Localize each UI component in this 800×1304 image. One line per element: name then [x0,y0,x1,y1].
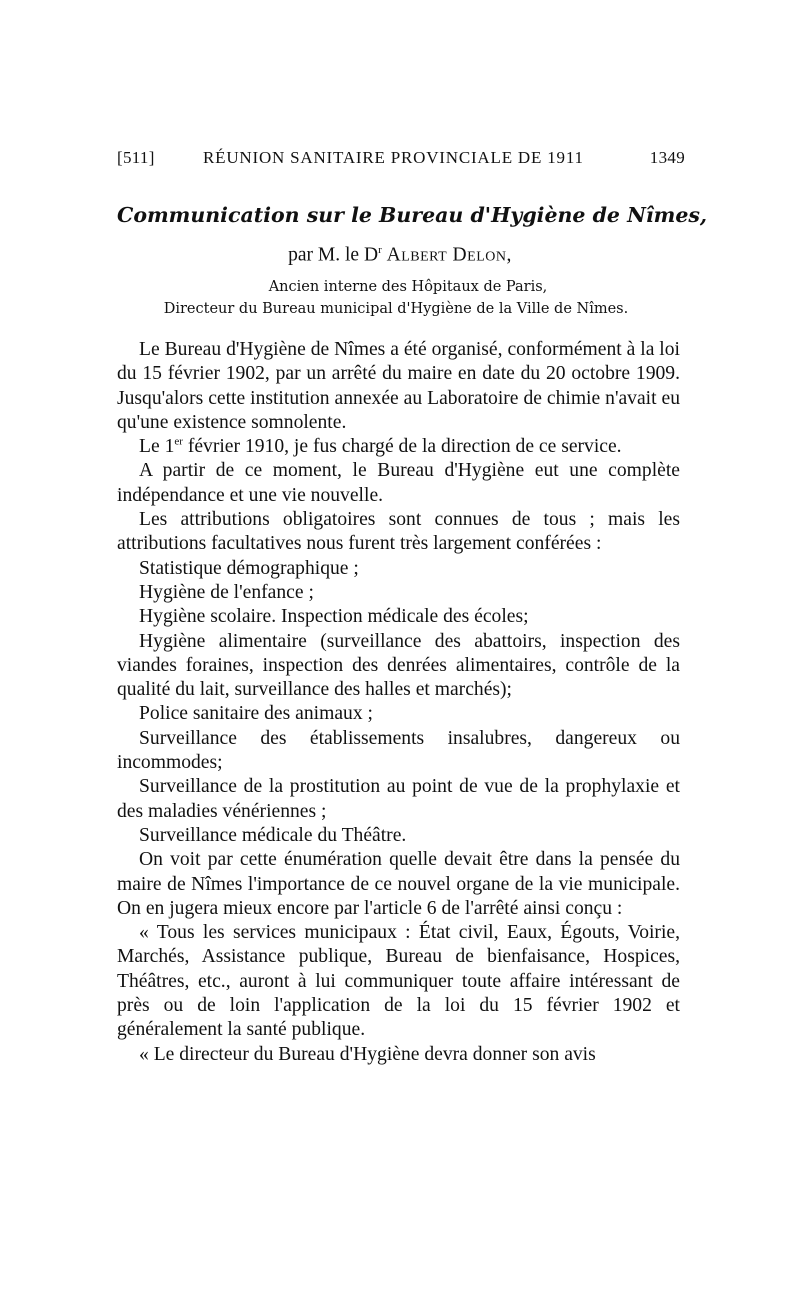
list-item-statistique: Statistique démographique ; [139,557,359,579]
list-item-enfance: Hygiène de l'enfance ; [139,581,314,603]
body-text [117,338,680,1067]
list-item-etablissements: Surveillance des établissements insalubres, dangereux ou incommodes; [117,727,680,774]
author-name: Albert Delon, [386,244,512,266]
author-line [0,244,800,267]
paragraph-1: Le Bureau d'Hygiène de Nîmes a été organisé, conformément à la loi du 15 février 1902, par un arrêté du maire en date du 20 octobre 1909. Jusqu'alors cette institution annexée au Laboratoire de chimie n'avait eu qu'une existence somnolente. [117,339,680,433]
paragraph-2-rest: février 1910, je fus chargé de la direction de ce service. [182,436,622,458]
article-title: Communication sur le Bureau d'Hygiène de Nîmes, [117,203,708,227]
quote-directeur: « Le directeur du Bureau d'Hygiène devra donner son avis [139,1043,596,1065]
paragraph-enumeration: On voit par cette énumération quelle devait être dans la pensée du maire de Nîmes l'importance de ce nouvel organe de la vie municipale. On en jugera mieux encore par l'article 6 de l'arrêté ainsi conçu : [117,849,680,919]
paragraph-2 [117,435,680,459]
list-item-prostitution: Surveillance de la prostitution au point de vue de la prophylaxie et des maladies vénériennes ; [117,776,680,822]
paragraph-4: Les attributions obligatoires sont connues de tous ; mais les attributions facultatives nous furent très largement conférées : [117,509,680,555]
page-reference: [511] [117,148,155,167]
paragraph-2-sup: er [174,435,183,448]
author-prefix: par M. le D [288,244,379,266]
list-item-police-animaux: Police sanitaire des animaux ; [139,703,373,725]
paragraph-2-start: Le 1 [139,436,175,458]
list-item-alimentaire: Hygiène alimentaire (surveillance des abattoirs, inspection des viandes foraines, inspection des denrées alimentaires, contrôle de la qualité du lait, surveillance des halles et marchés); [117,630,680,701]
running-title: RÉUNION SANITAIRE PROVINCIALE DE 1911 [203,148,584,167]
author-title-sup: r [378,244,382,256]
paragraph-3: A partir de ce moment, le Bureau d'Hygiène eut une complète indépendance et une vie nouvelle. [117,460,680,506]
quote-article-6: « Tous les services municipaux : État civil, Eaux, Égouts, Voirie, Marchés, Assistance publique, Bureau de bienfaisance, Hospices, Théâtres, etc., auront à lui communiquer toute affaire intéressant de près ou de loin l'application de la loi du 15 février 1902 et généralement la santé publique. [117,922,680,1041]
page-number: 1349 [649,148,685,167]
affiliation-line-2: Directeur du Bureau municipal d'Hygiène de la Ville de Nîmes. [163,301,629,317]
running-header [117,148,685,172]
list-item-theatre: Surveillance médicale du Théâtre. [139,824,407,846]
affiliation-line-1: Ancien interne des Hôpitaux de Paris, [268,279,548,295]
list-item-scolaire: Hygiène scolaire. Inspection médicale des écoles; [139,606,529,628]
